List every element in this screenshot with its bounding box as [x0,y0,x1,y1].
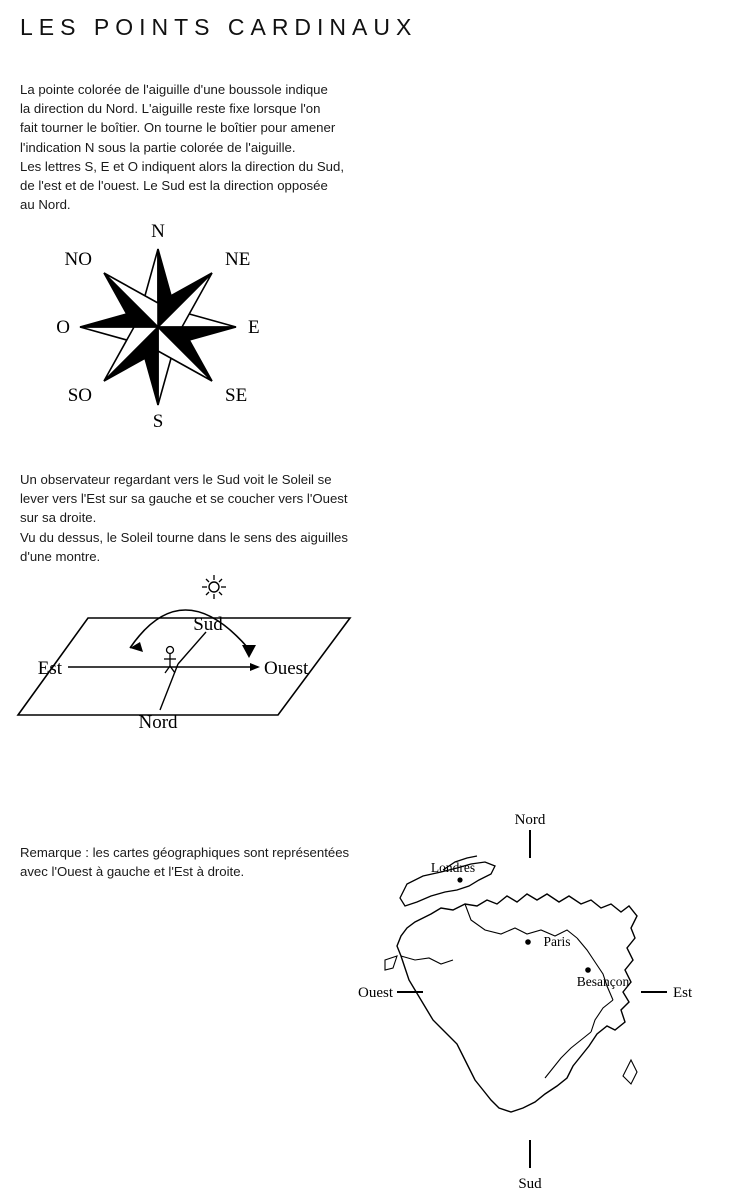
map-label-est: Est [673,985,693,1001]
map-label-ouest: Ouest [358,985,393,1001]
france-map-figure [345,810,725,1195]
observer-line-3: sur sa droite. [20,510,97,526]
compass-label-n: N [151,221,165,242]
sun-path-figure [10,570,370,770]
compass-label-so: SO [67,385,92,406]
compass-label-o: O [56,317,70,338]
compass-rose-icon [80,249,236,405]
sud-leader-line [178,632,206,664]
compass-label-no: NO [64,249,92,270]
observer-paragraph [20,470,380,566]
intro-line-1: La pointe colorée de l'aiguille d'une boussole indique [20,82,328,97]
nord-leader-line [160,664,178,710]
city-label-besancon: Besançon [576,974,630,989]
france-internal-south [545,1032,591,1078]
remark-line-1: Remarque : les cartes géographiques sont représentées [20,845,350,860]
plane-label-nord: Nord [138,712,178,733]
sun-path-arc [130,610,248,648]
france-internal-east [577,938,613,1000]
plane-label-est: Est [37,658,62,679]
intro-line-2: la direction du Nord. L'aiguille reste fixe lorsque l'on [20,101,321,117]
city-label-londres: Londres [430,860,476,875]
map-label-nord: Nord [514,812,546,828]
stick-figure-icon [164,647,176,674]
map-label-sud: Sud [518,1176,542,1192]
ile-de-re [385,956,397,970]
ouest-arrowhead [250,663,260,671]
observer-line-5: d'une montre. [20,548,101,564]
intro-paragraph [20,80,380,214]
intro-line-7: au Nord. [20,197,71,213]
intro-line-4: l'indication N sous la partie colorée de l'aiguille. [20,139,296,155]
city-dot-paris [525,939,531,945]
observer-line-1: Un observateur regardant vers le Sud voit le Soleil se [20,472,332,487]
city-dot-besancon [585,967,591,973]
arc-arrowhead-right [242,645,256,658]
compass-label-s: S [152,411,164,432]
sun-icon [202,575,226,599]
france-internal-west [401,956,453,964]
remark-paragraph [20,843,370,881]
observer-line-4: Vu du dessus, le Soleil tourne dans le sens des aiguilles [20,529,348,545]
corsica-outline [623,1060,637,1084]
plane-label-ouest: Ouest [264,658,309,679]
city-label-paris: Paris [543,934,571,949]
page-title: LES POINTS CARDINAUX [20,14,418,40]
france-outline [397,894,637,1112]
plane-label-sud: Sud [193,614,223,635]
compass-rose-figure [40,215,280,440]
intro-line-5: Les lettres S, E et O indiquent alors la direction du Sud, [20,158,345,174]
arc-arrowhead-left [130,642,143,652]
compass-label-e: E [248,317,260,338]
city-dot-londres [457,877,462,882]
intro-line-3: fait tourner le boîtier. On tourne le boîtier pour amener [20,120,336,136]
france-internal-north [465,904,577,938]
compass-label-ne: NE [225,249,251,270]
intro-line-6: de l'est et de l'ouest. Le Sud est la direction opposée [20,178,328,194]
compass-label-se: SE [225,385,248,406]
observer-line-2: lever vers l'Est sur sa gauche et se coucher vers l'Ouest [20,491,348,507]
remark-line-2: avec l'Ouest à gauche et l'Est à droite. [20,864,245,880]
